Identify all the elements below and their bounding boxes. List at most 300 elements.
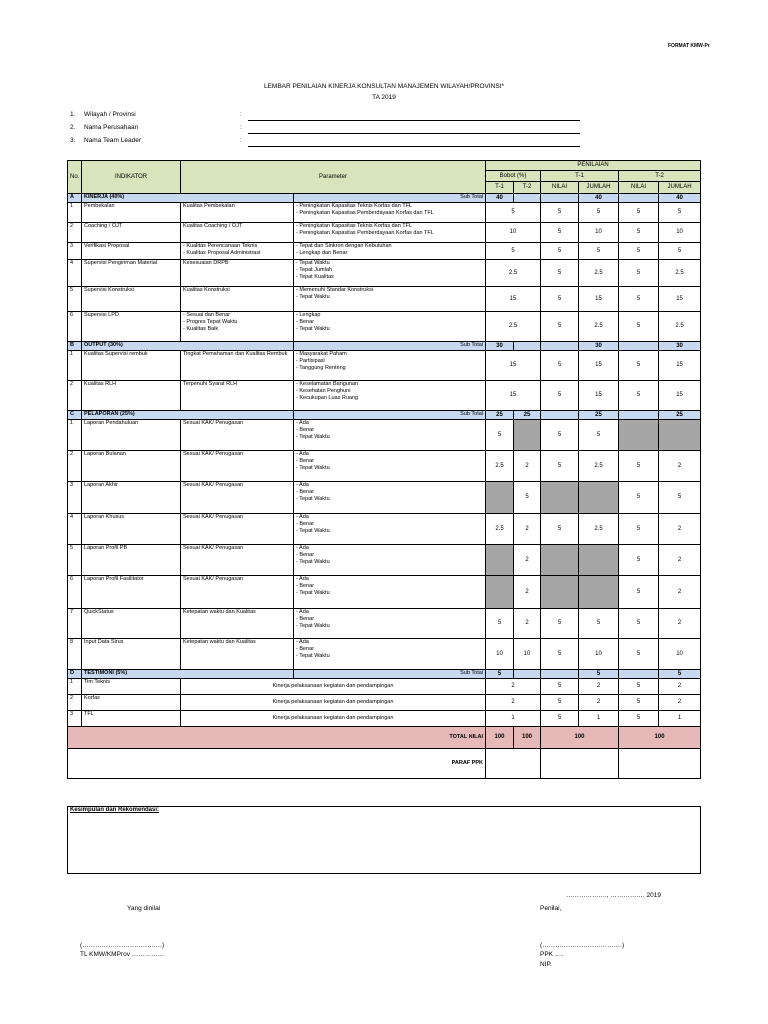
subtotal-bobot-t1: 5 [486,670,514,679]
signature-left-title: Yang dinilai [127,905,161,912]
parameter: Kinerja pelaksanaan kegiatan dan pendampingan [181,695,486,711]
parameter-list [294,514,486,545]
parameter-item: - Tepat Waktu [296,528,330,534]
score-j2: 2 [659,514,701,545]
subtotal-jumlah-t1: 30 [579,342,619,351]
parameter-item: - Tepat Waktu [296,623,330,629]
parameter-item: - Peningkatan Kapasitas Teknis Korfas dan TFL [296,223,412,229]
identity-label: Nama Perusahaan [84,124,139,131]
total-t2: 100 [619,727,701,749]
score-n1: 5 [541,312,579,342]
score-n1: 5 [541,223,579,243]
indikator: QuickStatus [82,609,181,639]
score-n1: 5 [541,695,579,711]
parameter-item: - Tepat Waktu [296,653,330,659]
section-no: B [68,342,82,351]
score-j2: 10 [659,639,701,670]
section-subtotal-label: Sub Total [294,194,486,203]
row-no: 5 [68,287,82,312]
paraf-bobot [486,749,541,779]
bobot: 15 [486,351,541,381]
header-nilai-t1: NILAI [541,182,579,194]
parameter-list [294,420,486,451]
score-n2: 5 [619,287,659,312]
format-code: FORMAT KMW-Pr [668,43,710,49]
parameter-list [294,609,486,639]
score-n1: 5 [541,679,579,695]
section-subtotal-label: Sub Total [294,411,486,420]
subtotal-jumlah-t2: 5 [659,670,701,679]
parameter-item: - Ada [296,451,309,457]
page-title: LEMBAR PENILAIAN KINERJA KONSULTAN MANAJEMEN WILAYAH/PROVINSI* [263,83,505,90]
table-row [68,609,701,639]
score-j1: 5 [579,243,619,260]
parameter-list [294,203,486,223]
total-bobot-t2: 100 [514,727,541,749]
kriteria: Kualitas Pembekalan [181,203,294,223]
indikator: Laporan Khusus [82,514,181,545]
parameter-item: - Tepat Waktu [296,559,330,565]
score-j2: 2 [659,451,701,482]
score-n1: 5 [541,609,579,639]
header-no: No. [68,161,82,194]
score-j2: 2 [659,679,701,695]
parameter-item: - Tepat Waktu [296,590,330,596]
score-n2: 5 [619,679,659,695]
row-no: 3 [68,482,82,514]
score-n2: 5 [619,639,659,670]
subtotal-nilai-t1 [541,670,579,679]
subtotal-jumlah-t2: 25 [659,411,701,420]
subtotal-bobot-t2 [514,670,541,679]
score-j2: 5 [659,243,701,260]
identity-row-company: 2. Nama Perusahaan : [70,124,242,131]
table-row [68,639,701,670]
identity-field-company[interactable] [248,133,580,134]
indikator: Laporan Bulanan [82,451,181,482]
parameter-item: - Tanggung Renteng [296,365,346,371]
parameter-item: - Lengkap [296,312,321,318]
subtotal-jumlah-t2: 30 [659,342,701,351]
parameter-list [294,223,486,243]
bobot-b2: 10 [514,639,541,670]
subtotal-jumlah-t1: 40 [579,194,619,203]
parameter-item: - Peningkatan Kapasitas Pemberdayaan Korfas dan TFL [296,210,434,216]
indikator: Coaching / OJT [82,223,181,243]
parameter-item: - Kesehatan Penghuni [296,388,351,394]
parameter-item: - Keselamatan Bangunan [296,381,359,387]
parameter-item: - Memenuhi Standar Konstruksi [296,287,374,293]
row-no: 3 [68,711,82,727]
section-title: KINERJA (40%) [82,194,294,203]
parameter-item: - Tepat Kualitas [296,274,334,280]
parameter-item: - Tepat Waktu [296,434,330,440]
kriteria: Sesuai KAK/ Penugasan [181,545,294,576]
indikator: Korfas [82,695,181,711]
row-no: 2 [68,451,82,482]
bobot-b2 [514,420,541,451]
score-n1: 5 [541,381,579,411]
kriteria: Sesuai KAK/ Penugasan [181,576,294,609]
score-j2: 15 [659,381,701,411]
score-j1: 2.5 [579,260,619,287]
score-j1: 5 [579,420,619,451]
header-penilaian: PENILAIAN [486,161,701,171]
kriteria: - Sesuai dan Benar - Progres Tepat Waktu - Kualitas Baik [181,312,294,342]
subtotal-nilai-t1 [541,342,579,351]
parameter-item: - Peningkatan Kapasitas Pemberdayaan Korfas dan TFL [296,230,434,236]
kriteria: Sesuai KAK/ Penugasan [181,451,294,482]
score-j2: 2.5 [659,312,701,342]
subtotal-nilai-t2 [619,342,659,351]
parameter-list [294,451,486,482]
indikator: Input Data Sirus [82,639,181,670]
score-n2: 5 [619,260,659,287]
row-no: 2 [68,381,82,411]
score-n2: 5 [619,482,659,514]
table-row [68,711,701,727]
kriteria: Kualitas Konstruksi [181,287,294,312]
bobot: 2 [486,679,541,695]
score-n2: 5 [619,545,659,576]
indikator: Tim Teknis [82,679,181,695]
subtotal-nilai-t2 [619,194,659,203]
signature-right-title: Penilai, [540,905,562,912]
score-j1: 2.5 [579,514,619,545]
identity-label: Nama Team Leader [84,137,141,144]
kriteria: Kesesuaian DRPB [181,260,294,287]
header-t1: T-1 [541,171,619,182]
subtotal-nilai-t2 [619,670,659,679]
indikator: Verifikasi Proposal [82,243,181,260]
parameter-item: - Benar [296,521,315,527]
score-n2: 5 [619,609,659,639]
conclusion-box[interactable] [67,806,701,874]
indikator: Supervisi Pengiriman Material [82,260,181,287]
table-row [68,727,701,749]
table-row [68,287,701,312]
parameter-item: - Tepat Jumlah [296,267,332,273]
kriteria: Sesuai KAK/ Penugasan [181,420,294,451]
score-j2 [659,420,701,451]
score-n1: 5 [541,260,579,287]
indikator: Laporan Profil PB [82,545,181,576]
score-j1: 1 [579,711,619,727]
identity-row-region: 1. Wilayah / Provinsi : [70,111,242,118]
subtotal-bobot-t1: 30 [486,342,514,351]
signature-right-nip: NIP. [540,961,552,968]
parameter-item: - Benar [296,427,315,433]
score-n1: 5 [541,639,579,670]
bobot-b2: 2 [514,514,541,545]
bobot-b1: 10 [486,639,514,670]
score-j1: 2 [579,695,619,711]
table-row [68,411,701,420]
bobot-b1: 5 [486,420,514,451]
score-j1 [579,482,619,514]
header-nilai-t2: NILAI [619,182,659,194]
table-row [68,679,701,695]
score-j2: 2 [659,576,701,609]
table-row [68,670,701,679]
score-n1 [541,576,579,609]
score-j1: 15 [579,381,619,411]
score-n1 [541,545,579,576]
parameter-list [294,260,486,287]
kriteria: Terpenuhi Syarat RLH [181,381,294,411]
parameter-item: - Ada [296,609,309,615]
total-t1: 100 [541,727,619,749]
subtotal-jumlah-t1: 25 [579,411,619,420]
parameter-item: - Ada [296,639,309,645]
row-no: 4 [68,514,82,545]
indikator: Laporan Pendahuluan [82,420,181,451]
score-j2: 2 [659,545,701,576]
score-j2: 2 [659,609,701,639]
year-line: TA 2019 [372,94,396,101]
parameter-item: - Lengkap dan Benar [296,250,348,256]
score-j1: 15 [579,351,619,381]
score-j2: 2.5 [659,260,701,287]
table-row [68,576,701,609]
score-n1: 5 [541,711,579,727]
parameter-item: - Kecukupan Luas Ruang [296,395,359,401]
row-no: 7 [68,609,82,639]
score-n2: 5 [619,514,659,545]
parameter-item: - Tepat Waktu [296,496,330,502]
table-row [68,695,701,711]
total-label: TOTAL NILAI [68,727,486,749]
parameter: Kinerja pelaksanaan kegiatan dan pendampingan [181,679,486,695]
table-row [68,260,701,287]
parameter-list [294,576,486,609]
score-j1: 2 [579,679,619,695]
score-j1: 2.5 [579,312,619,342]
section-subtotal-label: Sub Total [294,670,486,679]
score-j1: 10 [579,639,619,670]
table-row [68,312,701,342]
section-subtotal-label: Sub Total [294,342,486,351]
parameter: Kinerja pelaksanaan kegiatan dan pendampingan [181,711,486,727]
parameter-item: - Tepat Waktu [296,294,330,300]
score-n2 [619,420,659,451]
subtotal-bobot-t1: 25 [486,411,514,420]
parameter-item: - Tepat dan Sinkron dengan Kebutuhan [296,243,392,249]
section-title: TESTIMONI (5%) [82,670,294,679]
header-bobot: Bobot (%) [486,171,541,182]
paraf-t1 [541,749,619,779]
table-row [68,351,701,381]
table-row [68,342,701,351]
parameter-item: - Benar [296,552,315,558]
parameter-item: - Tepat Waktu [296,326,330,332]
score-n2: 5 [619,312,659,342]
kriteria: Ketepatan waktu dan Kualitas [181,609,294,639]
indikator: Supervisi LPD [82,312,181,342]
parameter-list [294,381,486,411]
score-n2: 5 [619,711,659,727]
parameter-item: - Ada [296,514,309,520]
parameter-item: - Benar [296,489,315,495]
section-no: D [68,670,82,679]
bobot: 2.5 [486,312,541,342]
parameter-item: - Benar [296,646,315,652]
bobot-b2: 2 [514,545,541,576]
section-title: OUTPUT (30%) [82,342,294,351]
table-row [68,223,701,243]
indikator: Kualitas RLH [82,381,181,411]
row-no: 2 [68,223,82,243]
row-no: 4 [68,260,82,287]
score-j2: 5 [659,203,701,223]
identity-field-region[interactable] [248,120,580,121]
score-n2: 5 [619,243,659,260]
score-j1: 2.5 [579,451,619,482]
bobot: 10 [486,223,541,243]
indikator: Laporan Profil Fasilitator [82,576,181,609]
bobot-b1 [486,545,514,576]
score-n1: 5 [541,451,579,482]
header-bobot-t2: T-2 [514,182,541,194]
signature-right-role: PPK …. [540,951,564,958]
score-n2: 5 [619,223,659,243]
subtotal-nilai-t1 [541,411,579,420]
bobot-b2: 2 [514,451,541,482]
bobot: 5 [486,203,541,223]
parameter-list [294,312,486,342]
bobot: 5 [486,243,541,260]
indikator: Pembekalan [82,203,181,223]
header-jumlah-t2: JUMLAH [659,182,701,194]
score-n1: 5 [541,351,579,381]
total-bobot-t1: 100 [486,727,514,749]
score-n1: 5 [541,420,579,451]
parameter-item: - Benar [296,458,315,464]
subtotal-bobot-t2 [514,194,541,203]
row-no: 1 [68,420,82,451]
signature-left-role: TL KMW/KMProv …………… [80,951,165,958]
kriteria: Kualitas Coaching / OJT [181,223,294,243]
table-row [68,194,701,203]
bobot-b1: 5 [486,609,514,639]
parameter-item: - Tepat Waktu [296,260,330,266]
section-no: A [68,194,82,203]
indikator: Kualitas Supervisi rembuk [82,351,181,381]
row-no: 6 [68,576,82,609]
bobot: 15 [486,287,541,312]
bobot-b1: 2.5 [486,514,514,545]
score-j2: 2 [659,695,701,711]
conclusion-label: Kesimpulan dan Rekomendasi: [70,807,160,813]
table-row [68,203,701,223]
parameter-item: - Partisipasi [296,358,325,364]
parameter-item: - Peningkatan Kapasitas Teknis Korfas dan TFL [296,203,412,209]
subtotal-jumlah-t2: 40 [659,194,701,203]
parameter-list [294,639,486,670]
score-j1 [579,545,619,576]
parameter-item: - Ada [296,420,309,426]
parameter-list [294,545,486,576]
parameter-list [294,482,486,514]
row-no: 1 [68,203,82,223]
kriteria: Sesuai KAK/ Penugasan [181,514,294,545]
table-row [68,243,701,260]
score-j1: 10 [579,223,619,243]
score-j2: 15 [659,287,701,312]
subtotal-bobot-t2 [514,342,541,351]
parameter-item: - Benar [296,319,315,325]
score-j2: 10 [659,223,701,243]
bobot-b1: 2.5 [486,451,514,482]
kriteria: - Kualitas Perencanaan Teknis - Kualitas Proposal Administrasi [181,243,294,260]
subtotal-bobot-t1: 40 [486,194,514,203]
header-indikator: INDIKATOR [82,161,181,194]
kriteria: Ketepatan waktu dan Kualitas [181,639,294,670]
bobot: 1 [486,711,541,727]
score-n1 [541,482,579,514]
signature-right-name: (……………………………….) [540,942,625,949]
score-j2: 15 [659,351,701,381]
header-jumlah-t1: JUMLAH [579,182,619,194]
table-row [68,514,701,545]
identity-row-leader: 3. Nama Team Leader : [70,137,242,144]
section-no: C [68,411,82,420]
header-bobot-t1: T-1 [486,182,514,194]
row-no: 6 [68,312,82,342]
section-title: PELAPORAN (25%) [82,411,294,420]
score-n1: 5 [541,243,579,260]
table-row [68,451,701,482]
identity-label: Wilayah / Provinsi [84,111,136,118]
kriteria: Tingkat Pemahaman dan Kualitas Rembuk [181,351,294,381]
indikator: Supervisi Konstruksi [82,287,181,312]
header-t2: T-2 [619,171,701,182]
parameter-item: - Benar [296,583,315,589]
table-row [68,381,701,411]
bobot-b1 [486,482,514,514]
row-no: 2 [68,695,82,711]
table-row [68,749,701,779]
score-j1 [579,576,619,609]
indikator: Laporan Akhir [82,482,181,514]
parameter-item: - Ada [296,545,309,551]
kriteria: Sesuai KAK/ Penugasan [181,482,294,514]
row-no: 1 [68,351,82,381]
parameter-item: - Ada [296,576,309,582]
parameter-item: - Masyarakat Paham [296,351,347,357]
subtotal-jumlah-t1: 5 [579,670,619,679]
parameter-item: - Ada [296,482,309,488]
score-j2: 1 [659,711,701,727]
table-row [68,420,701,451]
subtotal-bobot-t2: 25 [514,411,541,420]
table-row [68,545,701,576]
table-row [68,482,701,514]
score-n2: 5 [619,451,659,482]
score-n1: 5 [541,287,579,312]
row-no: 3 [68,243,82,260]
score-j1: 5 [579,203,619,223]
score-n2: 5 [619,203,659,223]
paraf-t2 [619,749,701,779]
score-n2: 5 [619,576,659,609]
bobot: 15 [486,381,541,411]
bobot-b2: 2 [514,609,541,639]
identity-field-leader[interactable] [248,146,580,147]
parameter-list [294,287,486,312]
score-n1: 5 [541,203,579,223]
parameter-list [294,243,486,260]
